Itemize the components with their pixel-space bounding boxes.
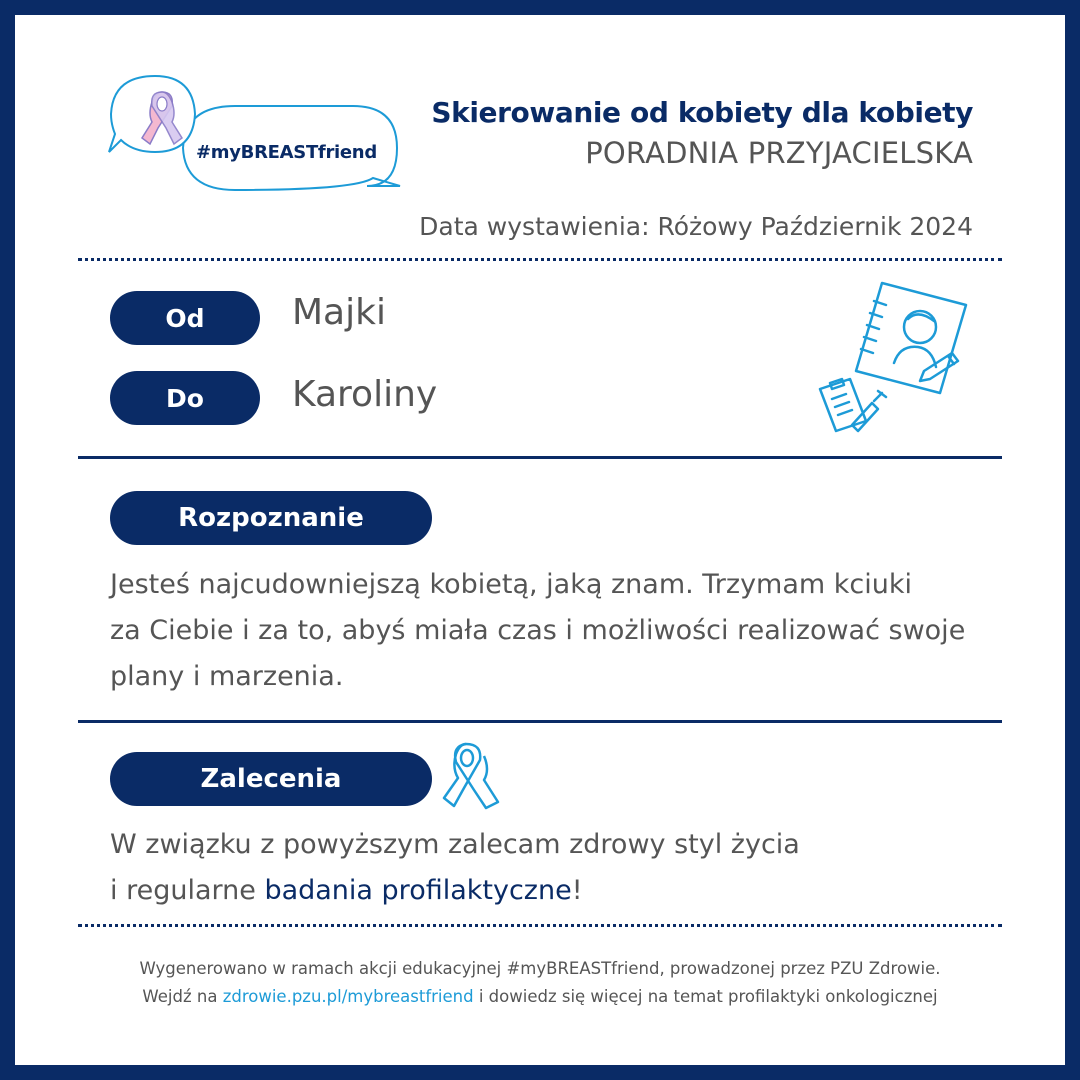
to-name: Karoliny <box>292 374 438 415</box>
awareness-ribbon-icon <box>440 740 504 812</box>
divider-solid-2 <box>78 720 1002 723</box>
diagnosis-line: Jesteś najcudowniejszą kobietą, jaką znam. Trzymam kciuki <box>110 569 913 600</box>
page-title: Skierowanie od kobiety dla kobiety <box>431 96 973 129</box>
diagnosis-line: plany i marzenia. <box>110 661 344 692</box>
recommendations-line-2: i regularne badania profilaktyczne! <box>110 875 583 906</box>
recommendations-line-1: W związku z powyższym zalecam zdrowy styl życia <box>110 829 800 860</box>
footer-line-1: Wygenerowano w ramach akcji edukacyjnej #myBREASTfriend, prowadzonej przez PZU Zdrowie. <box>139 959 941 978</box>
from-label-pill: Od <box>110 291 260 345</box>
issue-date: Data wystawienia: Różowy Październik 2024 <box>419 212 973 241</box>
pink-ribbon-icon <box>138 88 186 150</box>
footer-line-2: Wejdź na zdrowie.pzu.pl/mybreastfriend i dowiedz się więcej na temat profilaktyki onkologicznej <box>142 987 938 1006</box>
footer-link[interactable]: zdrowie.pzu.pl/mybreastfriend <box>222 987 474 1006</box>
footer <box>80 955 1000 1011</box>
recommendations-text <box>110 822 990 914</box>
page-subtitle: PORADNIA PRZYJACIELSKA <box>585 136 973 170</box>
recommendations-label-pill: Zalecenia <box>110 752 432 806</box>
diagnosis-label-pill: Rozpoznanie <box>110 491 432 545</box>
divider-dotted-top <box>78 258 1002 261</box>
divider-dotted-bottom <box>78 924 1002 927</box>
from-name: Majki <box>292 292 386 333</box>
medical-notebook-icon <box>812 275 984 445</box>
divider-solid-1 <box>78 456 1002 459</box>
screening-highlight: badania profilaktyczne <box>264 875 572 906</box>
to-label-pill: Do <box>110 371 260 425</box>
diagnosis-line: za Ciebie i za to, abyś miała czas i możliwości realizować swoje <box>110 615 966 646</box>
diagnosis-text <box>110 562 990 700</box>
logo-hashtag: #myBREASTfriend <box>196 142 377 163</box>
